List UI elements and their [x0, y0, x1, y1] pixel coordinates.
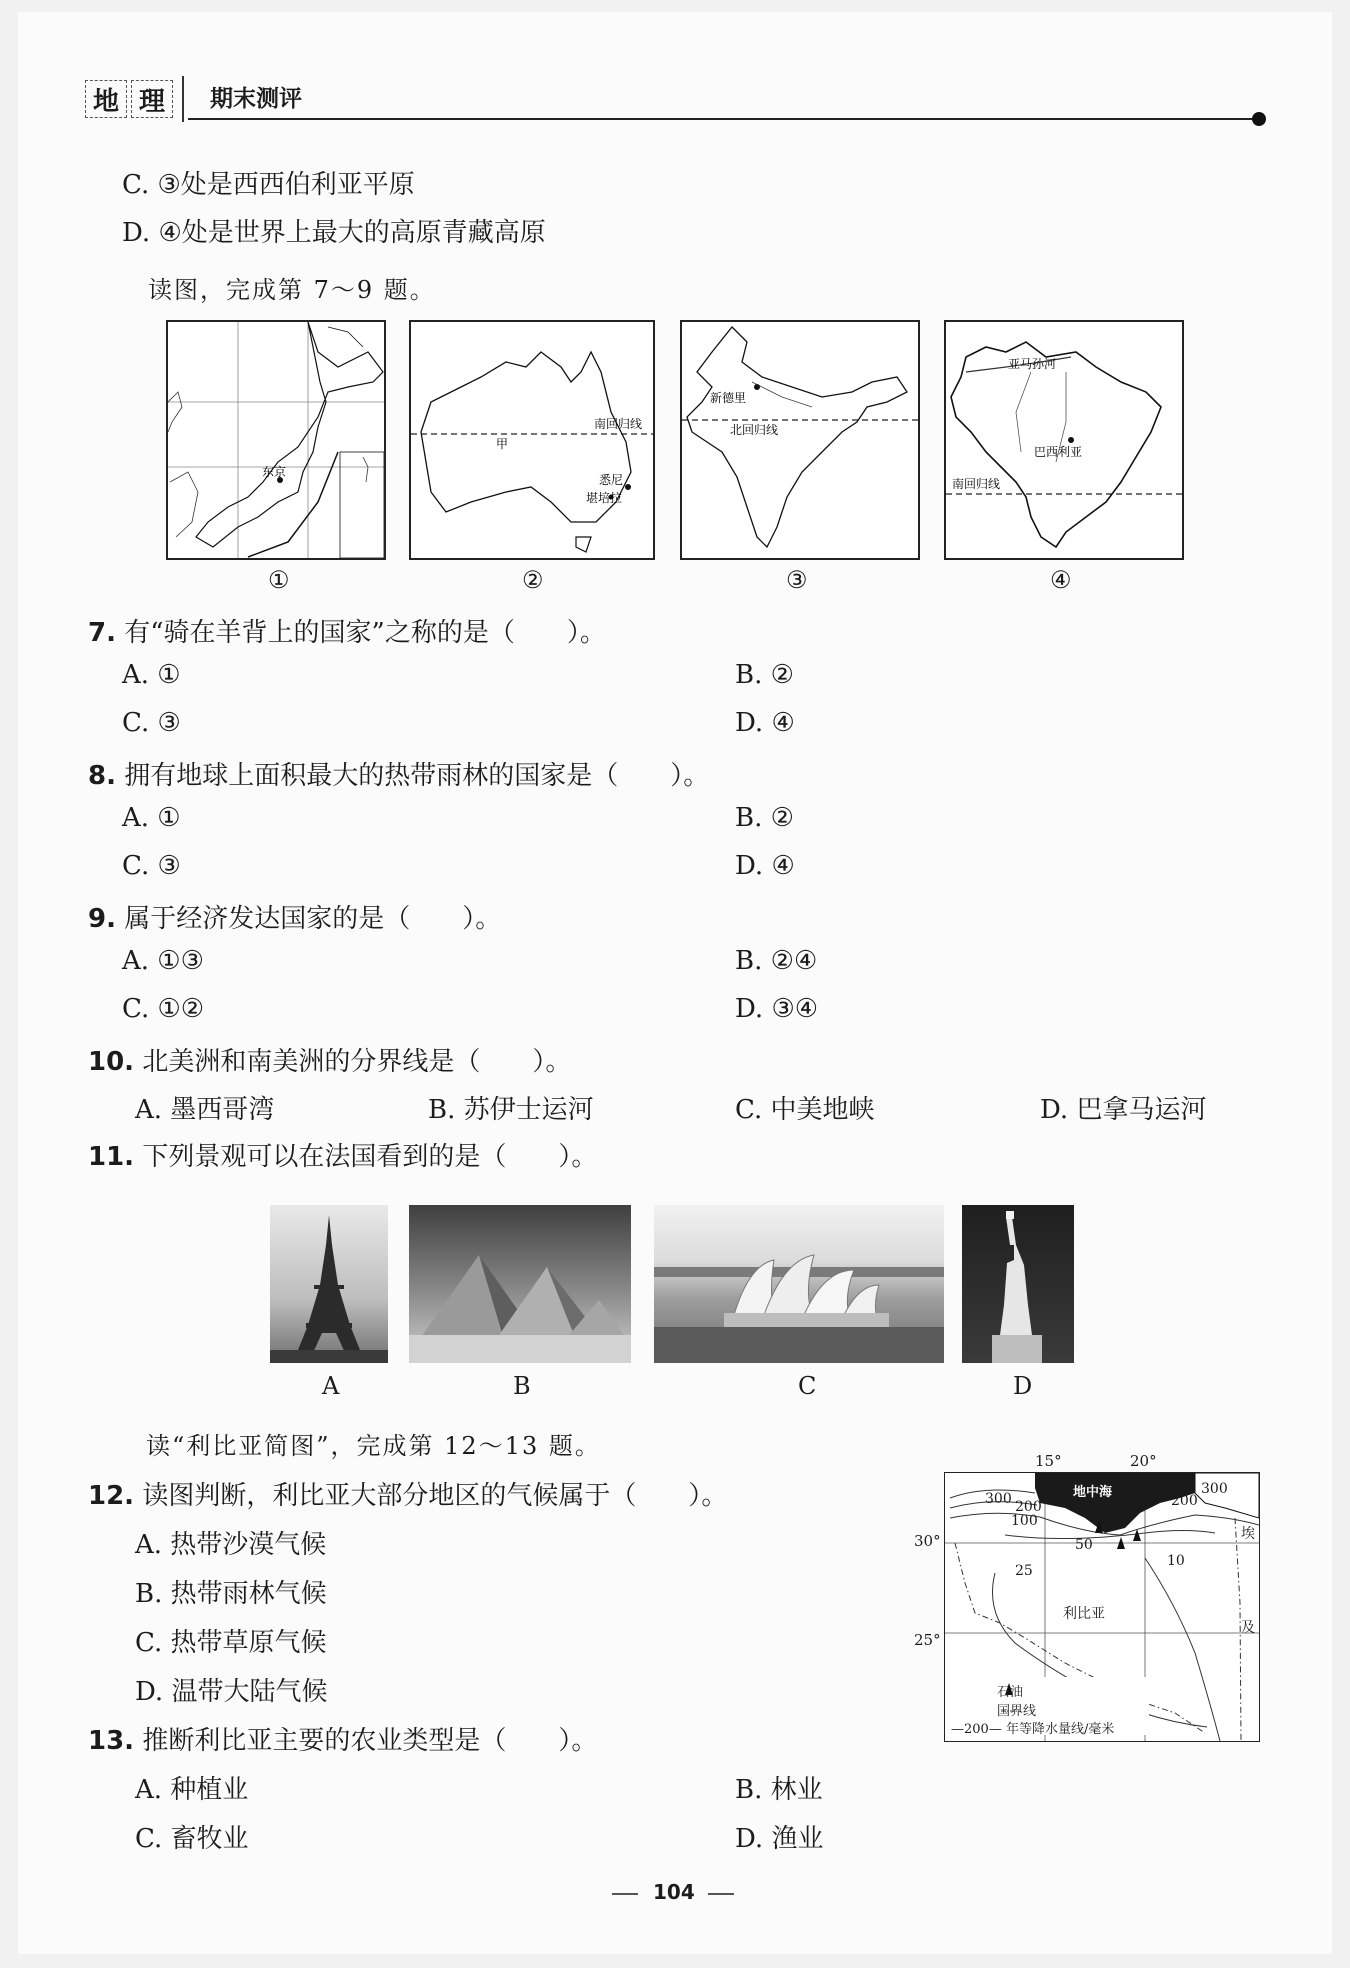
photo-label-c: C [798, 1372, 817, 1400]
map-japan-drawing [168, 322, 384, 558]
subject-box [85, 80, 127, 118]
isohyet-10: 10 [1167, 1553, 1185, 1569]
subject-char: 理 [138, 86, 165, 117]
photo-statue-of-liberty [962, 1205, 1074, 1363]
option-d: D. ④处是世界上最大的高原青藏高原 [122, 218, 546, 248]
q12-option-b: B. 热带雨林气候 [135, 1579, 327, 1609]
q9-option-b: B. ②④ [735, 946, 818, 976]
map-japan [166, 320, 386, 560]
question-9 [88, 898, 501, 935]
question-number: 9. [88, 904, 116, 934]
question-text: 读图判断，利比亚大部分地区的气候属于（ ）。 [142, 1481, 728, 1511]
map-caption-2: ② [522, 566, 544, 594]
label-egypt: 及 [1241, 1620, 1255, 1636]
header-rule [188, 118, 1256, 120]
question-number: 11. [88, 1142, 135, 1172]
q7-option-d: D. ④ [735, 708, 795, 738]
header-rule-dot [1252, 112, 1266, 126]
label-sydney: 悉尼 [599, 473, 624, 487]
label-tropic: 南回归线 [952, 477, 1001, 491]
photo-sydney-opera-house [654, 1205, 944, 1363]
label-tropic: 南回归线 [594, 417, 643, 431]
opera-house-drawing [654, 1205, 944, 1363]
map-brazil-drawing [946, 322, 1182, 558]
question-text: 推断利比亚主要的农业类型是（ ）。 [142, 1726, 598, 1756]
question-12 [88, 1475, 727, 1512]
lon-15: 15° [1035, 1452, 1062, 1470]
question-text: 拥有地球上面积最大的热带雨林的国家是（ ）。 [124, 761, 710, 791]
question-11 [88, 1136, 597, 1173]
question-number: 13. [88, 1726, 135, 1756]
q9-option-c: C. ①② [122, 994, 205, 1024]
question-text: 北美洲和南美洲的分界线是（ ）。 [142, 1047, 572, 1077]
question-13 [88, 1720, 597, 1757]
option-c: C. ③处是西西伯利亚平原 [122, 170, 415, 200]
legend-border: 国界线 [997, 1704, 1037, 1719]
isohyet-50: 50 [1075, 1537, 1093, 1553]
map-australia-drawing [411, 322, 653, 558]
label-amazon: 亚马孙河 [1008, 357, 1057, 371]
question-number: 12. [88, 1481, 135, 1511]
brasilia-marker [1068, 437, 1074, 443]
isohyet-200: 200 [1171, 1493, 1198, 1509]
map-caption-1: ① [268, 566, 290, 594]
q13-option-d: D. 渔业 [735, 1824, 824, 1854]
q9-option-d: D. ③④ [735, 994, 819, 1024]
photo-label-a: A [322, 1372, 340, 1400]
instruction-7-9: 读图，完成第 7～9 题。 [148, 276, 436, 304]
q10-option-d: D. 巴拿马运河 [1040, 1095, 1207, 1125]
label-tropic: 北回归线 [730, 423, 779, 437]
subject-char: 地 [92, 86, 119, 117]
label-delhi: 新德里 [710, 391, 747, 405]
q13-option-c: C. 畜牧业 [135, 1824, 249, 1854]
photo-pyramids [409, 1205, 631, 1363]
label-mediterranean: 地中海 [1073, 1485, 1113, 1500]
map-brazil [944, 320, 1184, 560]
map-india [680, 320, 920, 560]
question-10 [88, 1041, 571, 1078]
map-india-drawing [682, 322, 918, 558]
q10-option-a: A. 墨西哥湾 [135, 1095, 275, 1125]
map-caption-3: ③ [786, 566, 808, 594]
question-8 [88, 755, 709, 792]
instruction-12-13: 读“利比亚简图”，完成第 12～13 题。 [146, 1432, 601, 1460]
q13-option-a: A. 种植业 [135, 1775, 249, 1805]
q8-option-b: B. ② [735, 803, 794, 833]
map-libya [944, 1472, 1260, 1742]
isohyet-300: 300 [1201, 1481, 1228, 1497]
q7-option-a: A. ① [122, 660, 181, 690]
page-number: 104 [653, 1880, 695, 1904]
isohyet-25: 25 [1015, 1563, 1033, 1579]
label-libya: 利比亚 [1063, 1606, 1105, 1622]
q9-option-a: A. ①③ [122, 946, 204, 976]
eiffel-tower-drawing [270, 1205, 388, 1363]
footer-dash-left [612, 1893, 638, 1895]
lat-25: 25° [914, 1631, 941, 1649]
lat-30: 30° [914, 1532, 941, 1550]
photo-eiffel-tower [270, 1205, 388, 1363]
delhi-marker [754, 384, 760, 390]
q8-option-a: A. ① [122, 803, 181, 833]
question-7 [88, 612, 606, 649]
photo-label-b: B [513, 1372, 531, 1400]
statue-of-liberty-drawing [962, 1205, 1074, 1363]
q10-option-c: C. 中美地峡 [735, 1095, 875, 1125]
question-text: 有“骑在羊背上的国家”之称的是（ ）。 [124, 618, 606, 648]
q10-option-b: B. 苏伊士运河 [428, 1095, 594, 1125]
question-number: 8. [88, 761, 116, 791]
isohyet-200: 200 [1015, 1499, 1042, 1515]
q12-option-d: D. 温带大陆气候 [135, 1677, 328, 1707]
q7-option-c: C. ③ [122, 708, 181, 738]
photo-label-d: D [1013, 1372, 1033, 1400]
question-number: 7. [88, 618, 116, 648]
map-caption-4: ④ [1050, 566, 1072, 594]
pyramids-drawing [409, 1205, 631, 1363]
q8-option-c: C. ③ [122, 851, 181, 881]
q7-option-b: B. ② [735, 660, 794, 690]
q12-option-a: A. 热带沙漠气候 [135, 1530, 327, 1560]
legend-isohyet: —200— 年等降水量线/毫米 [951, 1722, 1115, 1737]
question-text: 下列景观可以在法国看到的是（ ）。 [142, 1142, 598, 1172]
header-divider [182, 76, 184, 122]
sydney-marker [625, 484, 631, 490]
footer-dash-right [708, 1893, 734, 1895]
isohyet-100: 100 [1011, 1513, 1038, 1529]
lon-20: 20° [1130, 1452, 1157, 1470]
legend-oil: 石油 [997, 1685, 1024, 1700]
subject-box [131, 80, 173, 118]
q13-option-b: B. 林业 [735, 1775, 823, 1805]
label-tokyo: 东京 [262, 465, 287, 479]
label-canberra: 堪培拉 [586, 491, 623, 505]
isohyet-300: 300 [985, 1491, 1012, 1507]
question-text: 属于经济发达国家的是（ ）。 [124, 904, 502, 934]
map-australia [409, 320, 655, 560]
q12-option-c: C. 热带草原气候 [135, 1628, 327, 1658]
label-jia: 甲 [496, 437, 509, 451]
question-number: 10. [88, 1047, 135, 1077]
q8-option-d: D. ④ [735, 851, 795, 881]
label-egypt: 埃 [1241, 1526, 1255, 1542]
header-title: 期末测评 [210, 86, 302, 112]
label-brasilia: 巴西利亚 [1034, 445, 1083, 459]
